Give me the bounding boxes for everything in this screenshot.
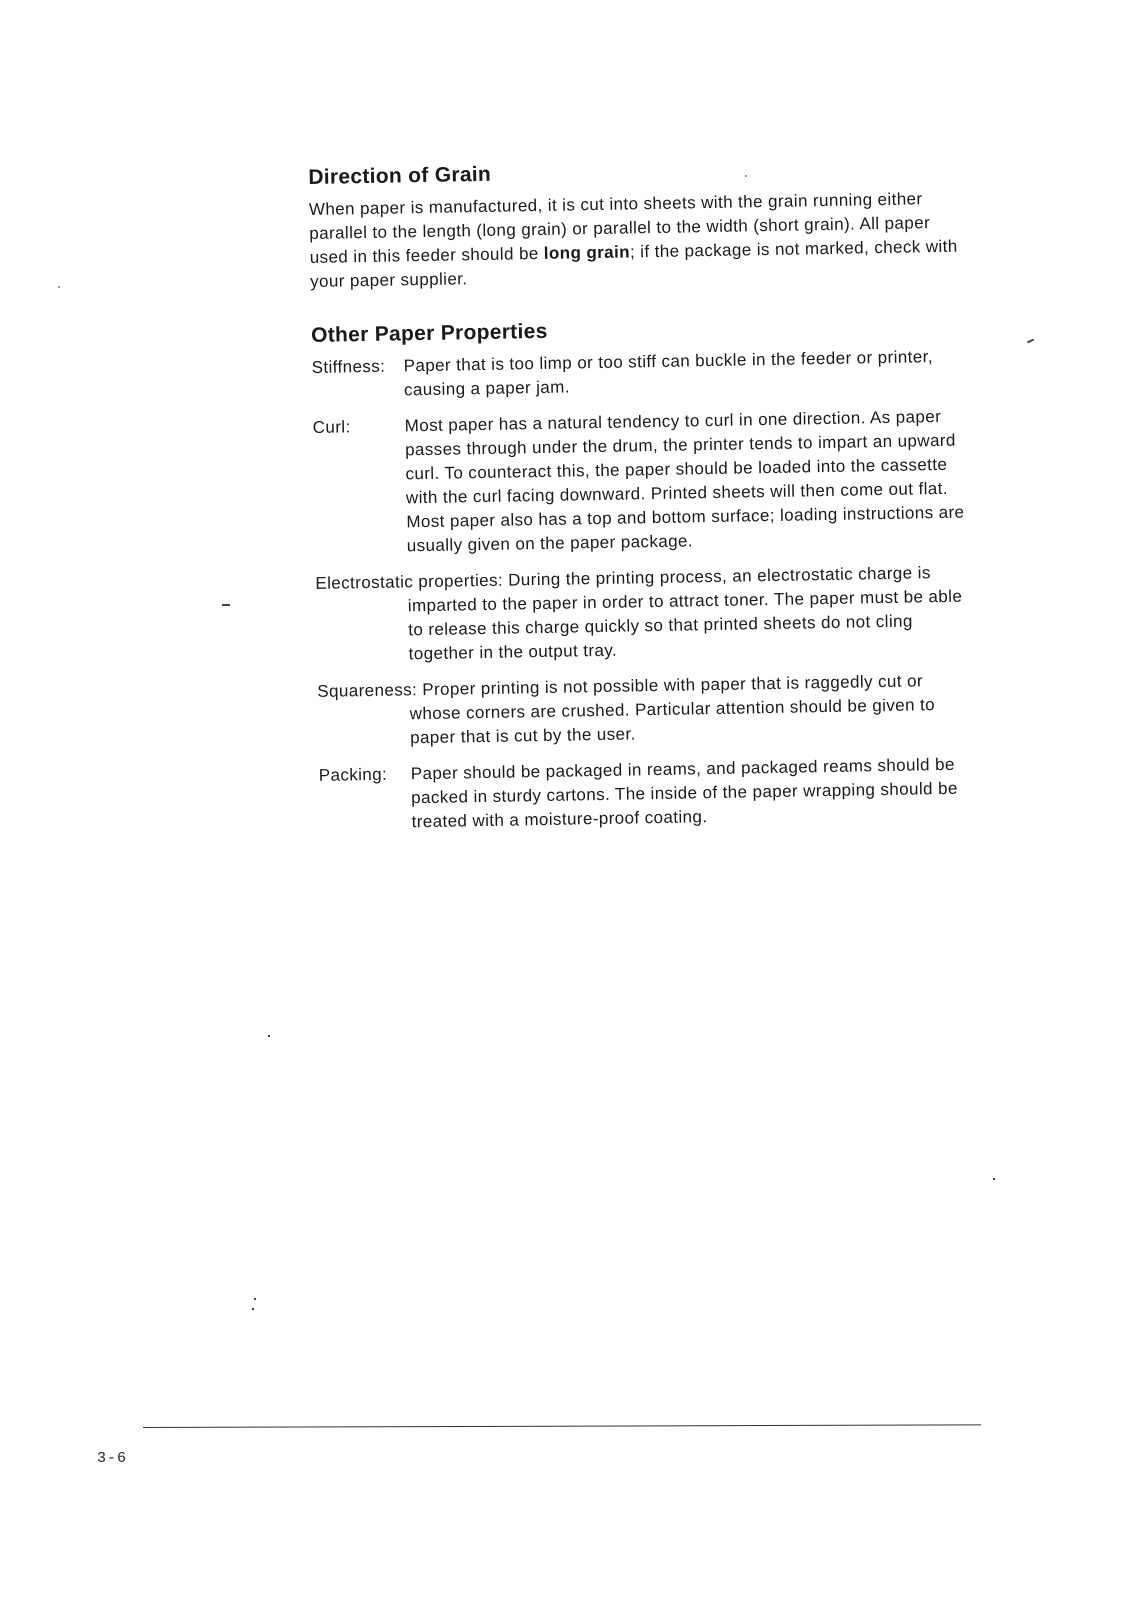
grain-paragraph: [309, 186, 971, 294]
property-stiffness: [311, 344, 972, 404]
property-curl: [313, 404, 975, 559]
scan-speck: [993, 1178, 995, 1180]
properties-list: [311, 344, 979, 835]
scan-speck: [58, 286, 60, 288]
grain-bold: long grain: [543, 242, 631, 263]
scan-speck: [268, 1035, 270, 1037]
scan-speck: [252, 1308, 254, 1310]
desc-electrostatic: During the printing process, an electrostatic charge is imparted to the paper in order to attract toner. The paper must be able to release this charge quickly so that printed sheets do not cling together in the output tray.: [407, 563, 963, 664]
scan-speck: [745, 175, 747, 177]
grain-text-2: ; if the package is not marked, check with your paper supplier.: [309, 236, 958, 291]
grain-text-1: When paper is manufactured, it is cut into sheets with the grain running either parallel to the length (long grain) or parallel to the width (short grain). All paper used in this feeder should be: [308, 189, 931, 267]
property-packing: [319, 752, 980, 836]
scan-speck: [222, 604, 230, 606]
term-curl: Curl:: [312, 417, 351, 437]
term-packing: Packing:: [318, 764, 388, 785]
term-electrostatic: Electrostatic properties:: [315, 570, 504, 593]
heading-other-paper-properties: Other Paper Properties: [310, 319, 548, 347]
page-number: 3-6: [97, 1450, 128, 1467]
desc-curl: Most paper has a natural tendency to curl in one direction. As paper passes through under the drum, the printer tends to impart an upward curl. To counteract this, the paper should be loaded into the cassette with the curl facing downward. Printed sheets will then come out flat. Most paper also has a top and bottom surface; loading instructions are usually given on the paper package.: [404, 406, 965, 556]
desc-stiffness: Paper that is too limp or too stiff can buckle in the feeder or printer, causing a paper jam.: [403, 347, 934, 400]
scan-speck: [1027, 339, 1034, 343]
heading-direction-of-grain: Direction of Grain: [308, 162, 492, 189]
scan-speck: [254, 1298, 256, 1300]
footer-rule: [143, 1424, 981, 1428]
desc-packing: Paper should be packaged in reams, and packaged reams should be packed in sturdy cartons. The inside of the paper wrapping should be treated with a moisture-proof coating.: [410, 754, 958, 832]
property-squareness: [317, 668, 978, 752]
page-content: [308, 146, 980, 847]
term-squareness: Squareness:: [317, 680, 418, 701]
desc-squareness: Proper printing is not possible with paper that is raggedly cut or whose corners are crushed. Particular attention should be given to paper that is cut by the user.: [409, 671, 936, 748]
term-stiffness: Stiffness:: [311, 356, 386, 377]
property-electrostatic: [315, 560, 977, 668]
